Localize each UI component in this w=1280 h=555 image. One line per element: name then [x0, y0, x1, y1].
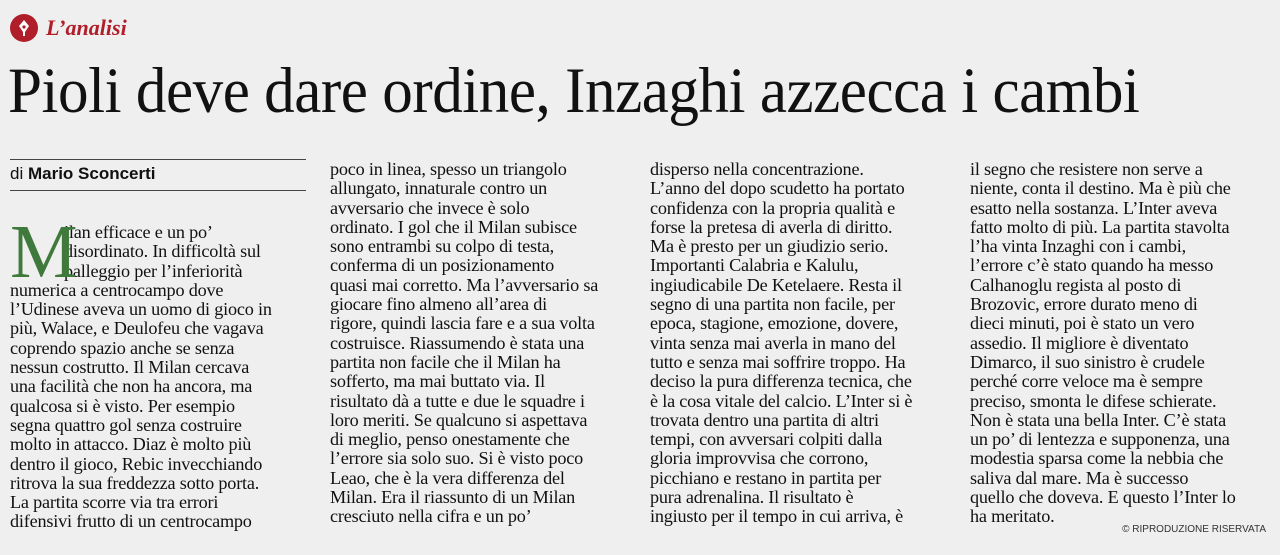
text-line: sofferto, ma mai buttato via. Il — [330, 371, 545, 392]
text-line: più, Walace, e Deulofeu che vagava — [10, 318, 264, 339]
article-column-4 — [970, 160, 1270, 527]
text-line: numerica a centrocampo dove — [10, 279, 224, 300]
text-line: avversario che invece è solo — [330, 197, 530, 218]
text-line: difensivi frutto di un centrocampo — [10, 511, 252, 532]
text-line: nessun costrutto. Il Milan cercava — [10, 357, 250, 378]
text-line: perché corre veloce ma è sempre — [970, 371, 1203, 392]
text-line: assedio. Il migliore è diventato — [970, 332, 1189, 353]
text-line: costruisce. Riassumendo è stata una — [330, 332, 585, 353]
text-line: segno di una partita non facile, per — [650, 294, 895, 315]
kicker — [10, 14, 127, 42]
text-line: il segno che resistere non serve a — [970, 159, 1203, 179]
text-line: esatto nella sostanza. L’Inter aveva — [970, 197, 1218, 218]
byline-author: Mario Sconcerti — [27, 164, 156, 183]
text-line: giocare fino almeno all’area di — [330, 294, 547, 315]
text-line: qualcosa si è visto. Per esempio — [10, 395, 235, 416]
text-line: gloria improvvisa che corrono, — [650, 448, 869, 469]
byline — [10, 164, 156, 184]
byline-bottom-rule — [10, 190, 306, 191]
article-column-3 — [650, 160, 950, 527]
text-line: ingiusto per il tempo in cui arriva, è — [650, 506, 904, 527]
text-line: Calhanoglu regista al posto di — [970, 274, 1182, 295]
text-line: ritrova la sua freddezza sotto porta. — [10, 472, 260, 493]
text-line: disordinato. In difficoltà sul — [64, 241, 261, 262]
text-line: Brozovic, errore durato meno di — [970, 294, 1198, 315]
copyright-notice: © RIPRODUZIONE RISERVATA — [1122, 524, 1266, 535]
text-line: dieci minuti, poi è stato un vero — [970, 313, 1195, 334]
text-line: deciso la pura differenza tecnica, che — [650, 371, 912, 392]
text-line: palleggio per l’inferiorità — [64, 260, 243, 281]
text-line: confidenza con la propria qualità e — [650, 197, 895, 218]
text-line: risultato dà a tutte e due le squadre i — [330, 390, 585, 411]
text-line: l’ha vinta Inzaghi con i cambi, — [970, 236, 1187, 257]
text-line: ingiudicabile De Ketelaere. Resta il — [650, 274, 902, 295]
text-line: l’errore c’è stato quando ha messo — [970, 255, 1214, 276]
text-line: ordinato. I gol che il Milan subisce — [330, 216, 577, 237]
pen-nib-icon — [10, 14, 38, 42]
text-line: partita non facile che il Milan ha — [330, 351, 561, 372]
dropcap: M — [10, 210, 78, 294]
text-line: preciso, smonta le difese schierate. — [970, 390, 1217, 411]
text-line: quasi mai corretto. Ma l’avversario sa — [330, 274, 599, 295]
text-line: saliva dal mare. Ma è successo — [970, 467, 1189, 488]
text-line: l’errore sia solo suo. Si è visto poco — [330, 448, 584, 469]
text-line: Ma è presto per un giudizio serio. — [650, 236, 889, 257]
text-line: conferma di un posizionamento — [330, 255, 555, 276]
text-line: modestia sparsa come la nebbia che — [970, 448, 1224, 469]
byline-top-rule — [10, 159, 306, 160]
text-line: forse la pretesa di averla di diritto. — [650, 216, 893, 237]
text-line: fatto molto di più. La partita stavolta — [970, 216, 1230, 237]
text-line: di meglio, penso onestamente che — [330, 429, 570, 450]
kicker-label: L’analisi — [46, 15, 127, 40]
text-line: segna quattro gol senza costruire — [10, 414, 242, 435]
text-line: molto in attacco. Diaz è molto più — [10, 434, 252, 455]
text-line: pura adrenalina. Il risultato è — [650, 487, 854, 508]
text-line: Leao, che è la vera differenza del — [330, 467, 565, 488]
byline-prefix: di — [10, 164, 24, 183]
text-line: poco in linea, spesso un triangolo — [330, 159, 567, 179]
text-line: una facilità che non ha ancora, ma — [10, 376, 253, 397]
text-line: quello che doveva. E questo l’Inter lo — [970, 487, 1236, 508]
article-column-1 — [10, 210, 310, 532]
text-line: disperso nella concentrazione. — [650, 159, 864, 179]
text-line: niente, conta il destino. Ma è più che — [970, 178, 1231, 199]
text-line: Importanti Calabria e Kalulu, — [650, 255, 859, 276]
text-line: loro meriti. Se qualcuno si aspettava — [330, 409, 588, 430]
text-line: Dimarco, il suo sinistro è crudele — [970, 351, 1205, 372]
text-line: ilan efficace e un po’ — [64, 222, 213, 242]
text-line: tempi, con avversari colpiti dalla — [650, 429, 883, 450]
text-line: allungato, innaturale contro un — [330, 178, 548, 199]
text-line: sono entrambi su colpo di testa, — [330, 236, 554, 257]
text-line: dentro il gioco, Rebic invecchiando — [10, 453, 263, 474]
text-line: epoca, stagione, emozione, dovere, — [650, 313, 899, 334]
text-line: Milan. Era il riassunto di un Milan — [330, 487, 576, 508]
text-line: cresciuto nella cifra e un po’ — [330, 506, 532, 527]
text-line: picchiano e restano in partita per — [650, 467, 882, 488]
text-line: Non è stata una bella Inter. C’è stata — [970, 409, 1227, 430]
text-line: La partita scorre via tra errori — [10, 492, 219, 513]
text-line: L’anno del dopo scudetto ha portato — [650, 178, 905, 199]
article-column-2 — [330, 160, 630, 527]
text-line: è la cosa vitale del calcio. L’Inter si è — [650, 390, 913, 411]
text-line: un po’ di lentezza e supponenza, una — [970, 429, 1230, 450]
text-line: coprendo spazio anche se senza — [10, 337, 235, 358]
text-line: rigore, quindi lascia fare e a sua volta — [330, 313, 595, 334]
text-line: vinta senza mai averla in mano del — [650, 332, 896, 353]
text-line: ha meritato. — [970, 506, 1055, 527]
headline: Pioli deve dare ordine, Inzaghi azzecca i cambi — [8, 55, 1140, 127]
text-line: l’Udinese aveva un uomo di gioco in — [10, 299, 272, 320]
text-line: trovata dentro una partita di altri — [650, 409, 879, 430]
text-line: tutto e senza mai soffrire troppo. Ha — [650, 351, 906, 372]
